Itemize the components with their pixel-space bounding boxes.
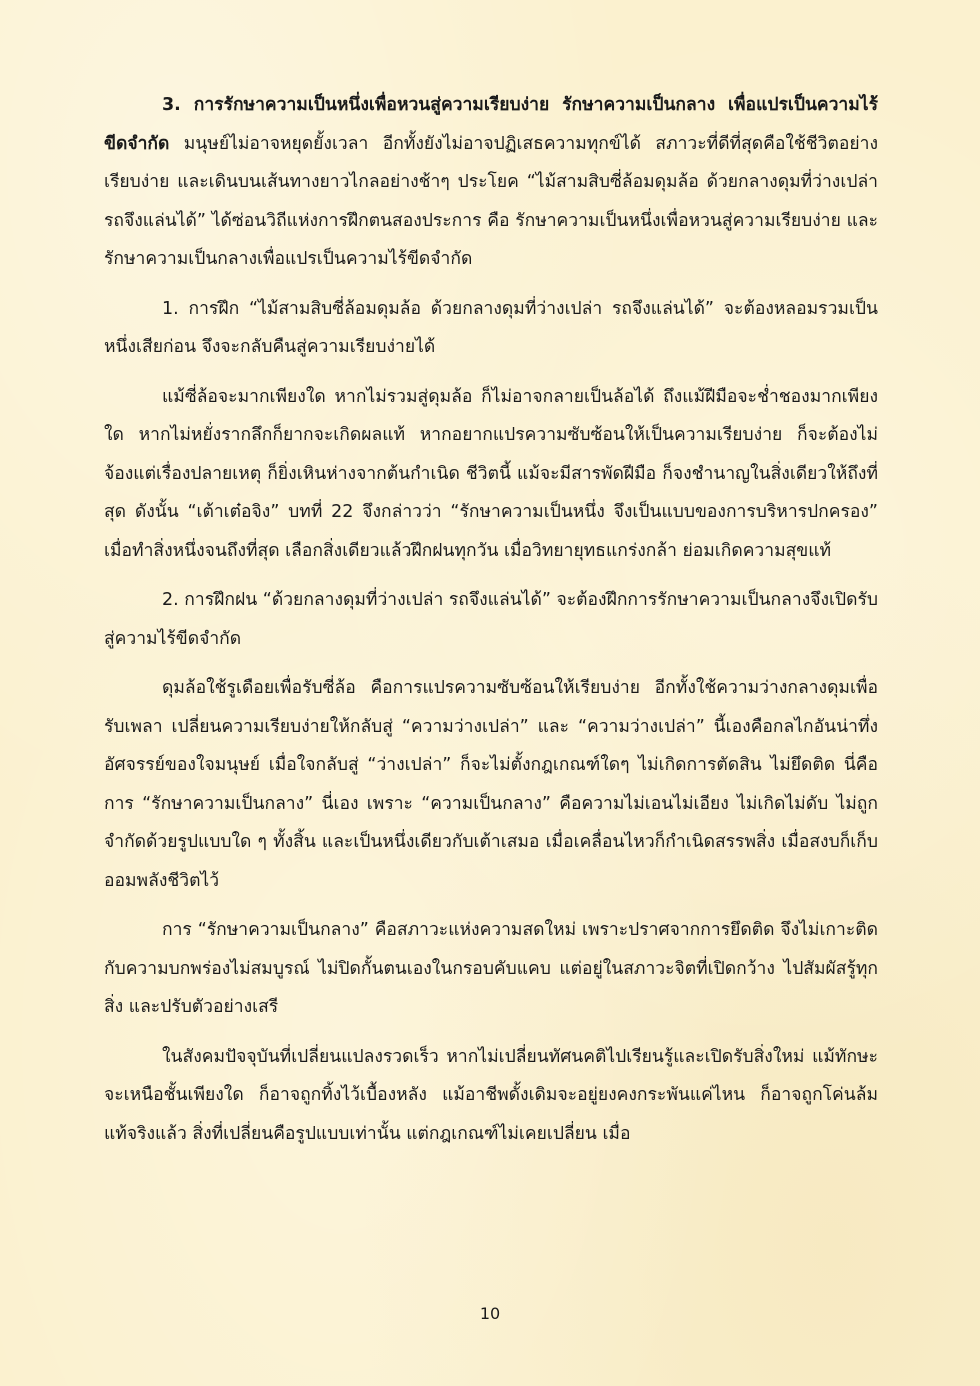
section-heading: 3. การรักษาความเป็นหนึ่งเพื่อหวนสู่ความเรียบง่าย รักษาความเป็นกลาง เพื่อแปรเป็นความไร้ขีดจำกัด xyxy=(104,95,878,154)
page-number: 10 xyxy=(479,1304,501,1323)
paragraph-5: ดุมล้อใช้รูเดือยเพื่อรับซี่ล้อ คือการแปรความซับซ้อนให้เรียบง่าย อีกทั้งใช้ความว่างกลางดุมเพื่อรับเพลา เปลี่ยนความเรียบง่ายให้กลับสู่ “ความว่างเปล่า” และ “ความว่างเปล่า” นี้เองคือกลไกอันน่าทึ่งอัศจรรย์ของใจมนุษย์ เมื่อใจกลับสู่ “ว่างเปล่า” ก็จะไม่ตั้งกฎเกณฑ์ใดๆ ไม่เกิดการตัดสิน ไม่ยึดติด นี่คือการ “รักษาความเป็นกลาง” นี่เอง เพราะ “ความเป็นกลาง” คือความไม่เอนไม่เอียง ไม่เกิดไม่ดับ ไม่ถูกจำกัดด้วยรูปแบบใด ๆ ทั้งสิ้น และเป็นหนึ่งเดียวกับเต้าเสมอ เมื่อเคลื่อนไหวก็กำเนิดสรรพสิ่ง เมื่อสงบก็เก็บออมพลังชีวิตไว้ xyxy=(104,678,878,891)
paragraph-1 xyxy=(104,86,878,279)
paragraph-3: แม้ซี่ล้อจะมากเพียงใด หากไม่รวมสู่ดุมล้อ ก็ไม่อาจกลายเป็นล้อได้ ถึงแม้ฝีมือจะช่ำชองมากเพียงใด หากไม่หยั่งรากลึกก็ยากจะเกิดผลแท้ หากอยากแปรความซับซ้อนให้เป็นความเรียบง่าย ก็จะต้องไม่จ้องแต่เรื่องปลายเหตุ ก็ยิ่งเหินห่างจากต้นกำเนิด ชีวิตนี้ แม้จะมีสารพัดฝีมือ ก็จงชำนาญในสิ่งเดียวให้ถึงที่สุด ดังนั้น “เต้าเต๋อจิง” บทที่ 22 จึงกล่าวว่า “รักษาความเป็นหนึ่ง จึงเป็นแบบของการบริหารปกครอง” เมื่อทำสิ่งหนึ่งจนถึงที่สุด เลือกสิ่งเดียวแล้วฝึกฝนทุกวัน เมื่อวิทยายุทธแกร่งกล้า ย่อมเกิดความสุขแท้ xyxy=(104,386,878,561)
paragraph-1-text: มนุษย์ไม่อาจหยุดยั้งเวลา อีกทั้งยังไม่อาจปฏิเสธความทุกข์ได้ สภาวะที่ดีที่สุดคือใช้ชีวิตอย่างเรียบง่าย และเดินบนเส้นทางยาวไกลอย่างช้าๆ ประโยค “ไม้สามสิบซี่ล้อมดุมล้อ ด้วยกลางดุมที่ว่างเปล่า รถจึงแล่นได้” ได้ซ่อนวิถีแห่งการฝึกตนสองประการ คือ รักษาความเป็นหนึ่งเพื่อหวนสู่ความเรียบง่าย และรักษาความเป็นกลางเพื่อแปรเป็นความไร้ขีดจำกัด xyxy=(104,133,878,269)
paragraph-7: ในสังคมปัจจุบันที่เปลี่ยนแปลงรวดเร็ว หากไม่เปลี่ยนทัศนคติไปเรียนรู้และเปิดรับสิ่งใหม่ แม้ทักษะจะเหนือชั้นเพียงใด ก็อาจถูกทิ้งไว้เบื้องหลัง แม้อาชีพดั้งเดิมจะอยู่ยงคงกระพันแค่ไหน ก็อาจถูกโค่นล้ม แท้จริงแล้ว สิ่งที่เปลี่ยนคือรูปแบบเท่านั้น แต่กฎเกณฑ์ไม่เคยเปลี่ยน เมื่อ xyxy=(104,1046,878,1144)
paragraph-6: การ “รักษาความเป็นกลาง” คือสภาวะแห่งความสดใหม่ เพราะปราศจากการยึดติด จึงไม่เกาะติดกับความบกพร่องไม่สมบูรณ์ ไม่ปิดกั้นตนเองในกรอบคับแคบ แต่อยู่ในสภาวะจิตที่เปิดกว้าง ไปสัมผัสรู้ทุกสิ่ง และปรับตัวอย่างเสรี xyxy=(104,920,878,1017)
document-body xyxy=(104,86,878,1153)
paragraph-2: 1. การฝึก “ไม้สามสิบซี่ล้อมดุมล้อ ด้วยกลางดุมที่ว่างเปล่า รถจึงแล่นได้” จะต้องหลอมรวมเป็นหนึ่งเสียก่อน จึงจะกลับคืนสู่ความเรียบง่ายได้ xyxy=(104,298,878,357)
paragraph-4: 2. การฝึกฝน “ด้วยกลางดุมที่ว่างเปล่า รถจึงแล่นได้” จะต้องฝึกการรักษาความเป็นกลางจึงเปิดรับสู่ความไร้ขีดจำกัด xyxy=(104,590,878,649)
